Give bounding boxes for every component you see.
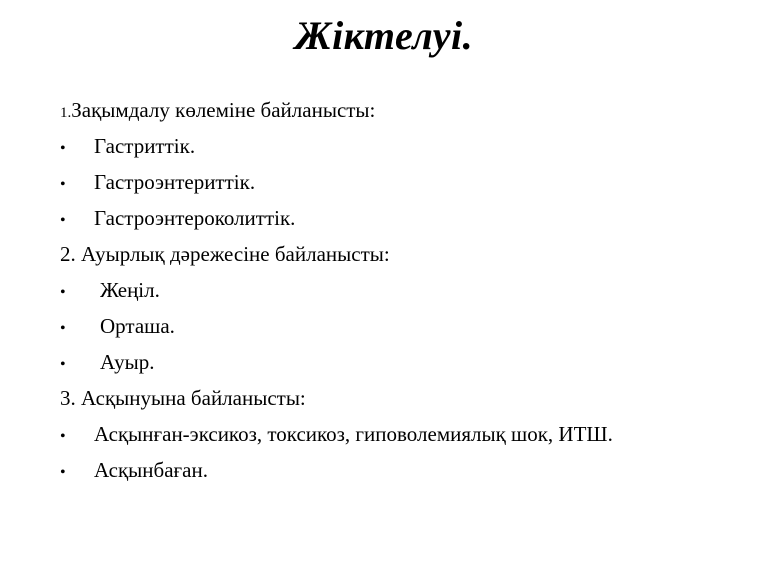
- section-number: 3.: [60, 386, 76, 410]
- list-item: [60, 164, 760, 200]
- bullet-icon: •: [60, 356, 66, 373]
- section-heading-complication: [60, 380, 760, 416]
- list-item: [60, 344, 760, 380]
- bullet-icon: •: [60, 176, 66, 193]
- list-item-text: Орташа.: [100, 314, 175, 338]
- section-heading-severity: [60, 236, 760, 272]
- list-item-text: Ауыр.: [100, 350, 155, 374]
- classification-list: [60, 92, 760, 488]
- list-item: [60, 416, 760, 452]
- section-heading-extent: [60, 92, 760, 128]
- list-item-text: Асқынған-эксикоз, токсикоз, гиповолемиялық шок, ИТШ.: [94, 422, 613, 446]
- list-item: [60, 452, 760, 488]
- list-item: [60, 308, 760, 344]
- list-item: [60, 200, 760, 236]
- bullet-icon: •: [60, 320, 66, 337]
- bullet-icon: •: [60, 464, 66, 481]
- bullet-icon: •: [60, 428, 66, 445]
- section-number: 1.: [60, 105, 72, 121]
- list-item-text: Гастроэнтериттік.: [94, 170, 256, 194]
- section-heading-text: Зақымдалу көлеміне байланысты:: [71, 98, 376, 122]
- bullet-icon: •: [60, 212, 66, 229]
- list-item-text: Асқынбаған.: [94, 458, 208, 482]
- slide-title: Жіктелуі.: [294, 13, 474, 58]
- bullet-icon: •: [60, 140, 66, 157]
- bullet-icon: •: [60, 284, 66, 301]
- section-heading-text: Асқынуына байланысты:: [75, 386, 306, 410]
- list-item: [60, 272, 760, 308]
- section-heading-text: Ауырлық дәрежесіне байланысты:: [75, 242, 390, 266]
- list-item-text: Гастроэнтероколиттік.: [94, 206, 296, 230]
- list-item: [60, 128, 760, 164]
- section-number: 2.: [60, 242, 76, 266]
- list-item-text: Гастриттік.: [94, 134, 196, 158]
- list-item-text: Жеңіл.: [100, 278, 160, 302]
